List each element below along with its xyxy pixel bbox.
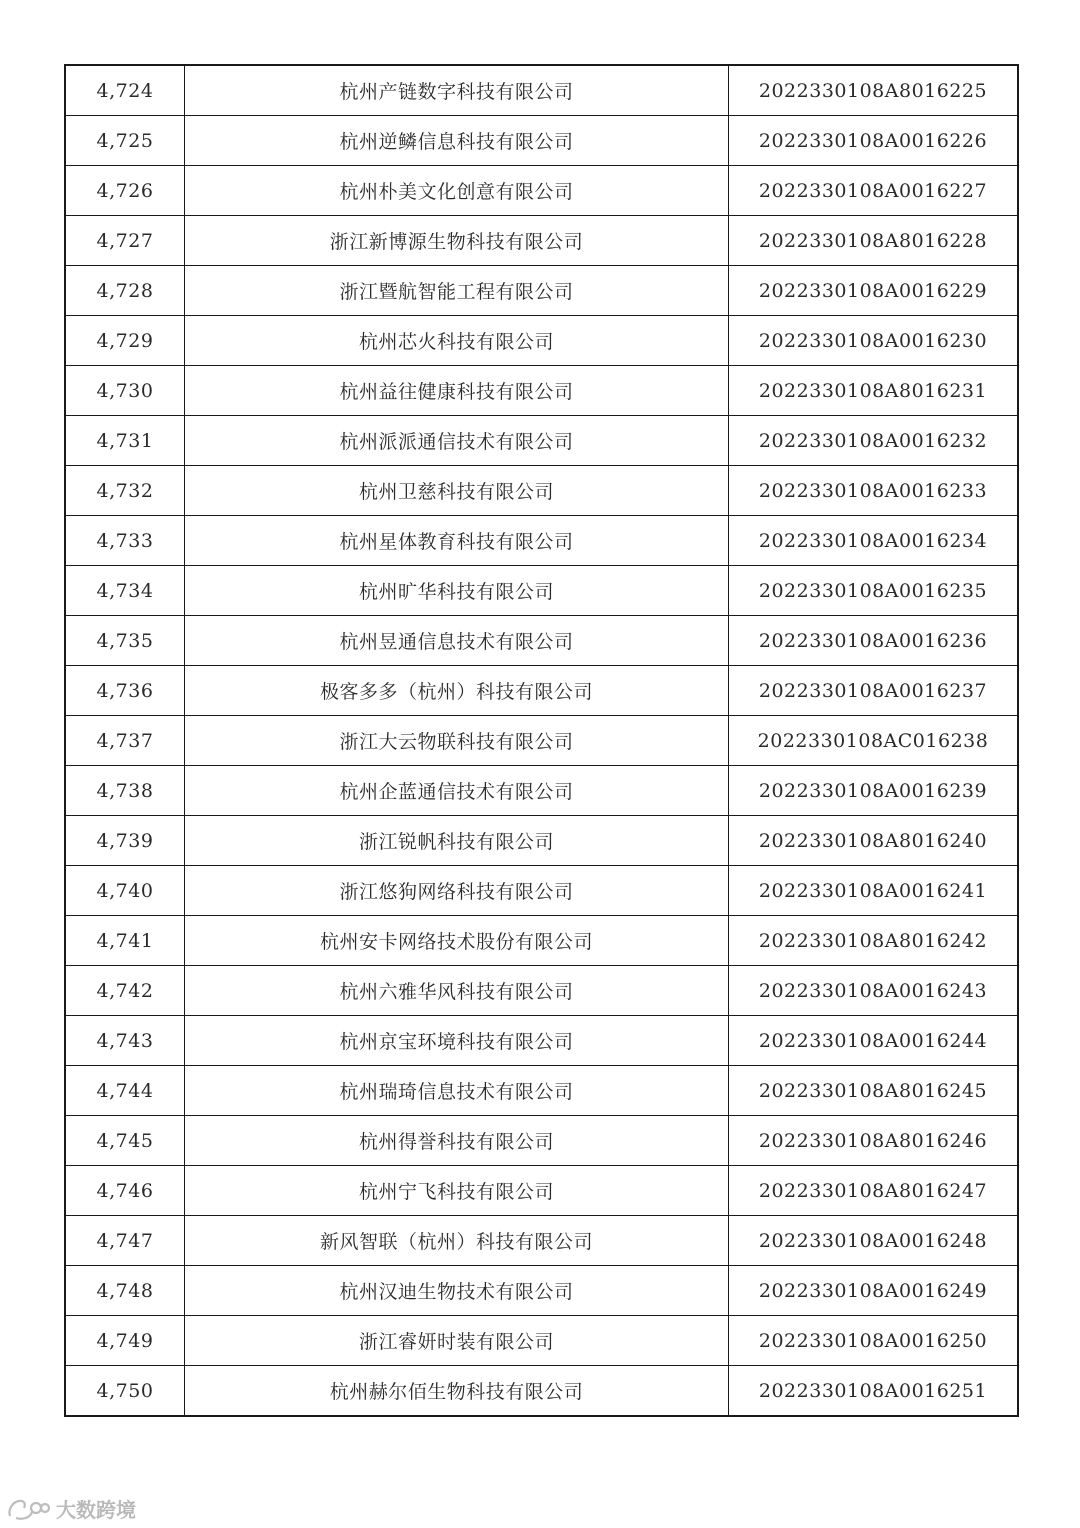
row-number-cell: 4,724 (65, 65, 185, 116)
company-name-cell: 极客多多（杭州）科技有限公司 (185, 666, 729, 716)
company-list-table (64, 64, 1019, 1417)
table-row (65, 1216, 1018, 1266)
registration-code-cell: 2022330108A8016225 (729, 65, 1019, 116)
table-row (65, 766, 1018, 816)
company-name-cell: 杭州得誉科技有限公司 (185, 1116, 729, 1166)
registration-code-cell: 2022330108A0016243 (729, 966, 1019, 1016)
row-number-cell: 4,729 (65, 316, 185, 366)
table-row (65, 666, 1018, 716)
company-name-cell: 杭州赫尔佰生物科技有限公司 (185, 1366, 729, 1417)
table-row (65, 1016, 1018, 1066)
registration-code-cell: 2022330108A8016240 (729, 816, 1019, 866)
company-name-cell: 杭州益往健康科技有限公司 (185, 366, 729, 416)
registration-code-cell: 2022330108A0016233 (729, 466, 1019, 516)
table-row (65, 966, 1018, 1016)
table-row (65, 316, 1018, 366)
registration-code-cell: 2022330108A0016249 (729, 1266, 1019, 1316)
row-number-cell: 4,733 (65, 516, 185, 566)
company-name-cell: 杭州京宝环境科技有限公司 (185, 1016, 729, 1066)
company-name-cell: 杭州汉迪生物技术有限公司 (185, 1266, 729, 1316)
row-number-cell: 4,740 (65, 866, 185, 916)
company-name-cell: 浙江大云物联科技有限公司 (185, 716, 729, 766)
company-name-cell: 杭州安卡网络技术股份有限公司 (185, 916, 729, 966)
row-number-cell: 4,746 (65, 1166, 185, 1216)
row-number-cell: 4,726 (65, 166, 185, 216)
table-row (65, 1116, 1018, 1166)
row-number-cell: 4,745 (65, 1116, 185, 1166)
company-name-cell: 浙江锐帆科技有限公司 (185, 816, 729, 866)
registration-code-cell: 2022330108A0016244 (729, 1016, 1019, 1066)
row-number-cell: 4,731 (65, 416, 185, 466)
table-row (65, 1316, 1018, 1366)
row-number-cell: 4,730 (65, 366, 185, 416)
registration-code-cell: 2022330108A8016247 (729, 1166, 1019, 1216)
row-number-cell: 4,738 (65, 766, 185, 816)
registration-code-cell: 2022330108A0016237 (729, 666, 1019, 716)
table-row (65, 866, 1018, 916)
row-number-cell: 4,742 (65, 966, 185, 1016)
row-number-cell: 4,739 (65, 816, 185, 866)
table-row (65, 266, 1018, 316)
row-number-cell: 4,732 (65, 466, 185, 516)
registration-code-cell: 2022330108A0016248 (729, 1216, 1019, 1266)
row-number-cell: 4,727 (65, 216, 185, 266)
registration-code-cell: 2022330108A0016229 (729, 266, 1019, 316)
registration-code-cell: 2022330108A0016239 (729, 766, 1019, 816)
table-row (65, 416, 1018, 466)
table-row (65, 166, 1018, 216)
row-number-cell: 4,743 (65, 1016, 185, 1066)
table-row (65, 366, 1018, 416)
registration-code-cell: 2022330108A0016232 (729, 416, 1019, 466)
row-number-cell: 4,734 (65, 566, 185, 616)
row-number-cell: 4,737 (65, 716, 185, 766)
registration-code-cell: 2022330108A8016228 (729, 216, 1019, 266)
table-row (65, 716, 1018, 766)
table-row (65, 65, 1018, 116)
table-row (65, 816, 1018, 866)
company-name-cell: 杭州产链数字科技有限公司 (185, 65, 729, 116)
watermark (6, 1494, 136, 1523)
registration-code-cell: 2022330108A0016241 (729, 866, 1019, 916)
company-name-cell: 杭州六雅华风科技有限公司 (185, 966, 729, 1016)
registration-code-cell: 2022330108A8016246 (729, 1116, 1019, 1166)
table-row (65, 1366, 1018, 1417)
registration-code-cell: 2022330108A0016234 (729, 516, 1019, 566)
company-name-cell: 杭州瑞琦信息技术有限公司 (185, 1066, 729, 1116)
company-name-cell: 杭州芯火科技有限公司 (185, 316, 729, 366)
table-row (65, 566, 1018, 616)
registration-code-cell: 2022330108A0016230 (729, 316, 1019, 366)
table-row (65, 916, 1018, 966)
row-number-cell: 4,735 (65, 616, 185, 666)
company-name-cell: 杭州宁飞科技有限公司 (185, 1166, 729, 1216)
table-row (65, 1266, 1018, 1316)
company-name-cell: 杭州星体教育科技有限公司 (185, 516, 729, 566)
company-name-cell: 杭州派派通信技术有限公司 (185, 416, 729, 466)
company-name-cell: 浙江新博源生物科技有限公司 (185, 216, 729, 266)
registration-code-cell: 2022330108A0016227 (729, 166, 1019, 216)
registration-code-cell: 2022330108A8016231 (729, 366, 1019, 416)
registration-code-cell: 2022330108A0016235 (729, 566, 1019, 616)
company-name-cell: 新风智联（杭州）科技有限公司 (185, 1216, 729, 1266)
registration-code-cell: 2022330108A0016250 (729, 1316, 1019, 1366)
row-number-cell: 4,736 (65, 666, 185, 716)
row-number-cell: 4,748 (65, 1266, 185, 1316)
row-number-cell: 4,744 (65, 1066, 185, 1116)
company-name-cell: 杭州朴美文化创意有限公司 (185, 166, 729, 216)
registration-code-cell: 2022330108A0016251 (729, 1366, 1019, 1417)
registration-code-cell: 2022330108A0016236 (729, 616, 1019, 666)
row-number-cell: 4,750 (65, 1366, 185, 1417)
watermark-text: 大数跨境 (56, 1498, 136, 1522)
row-number-cell: 4,747 (65, 1216, 185, 1266)
company-name-cell: 浙江悠狗网络科技有限公司 (185, 866, 729, 916)
table-body (65, 65, 1018, 1416)
table-row (65, 1166, 1018, 1216)
registration-code-cell: 2022330108A8016245 (729, 1066, 1019, 1116)
company-name-cell: 杭州逆鳞信息科技有限公司 (185, 116, 729, 166)
registration-code-cell: 2022330108A0016226 (729, 116, 1019, 166)
company-name-cell: 浙江睿妍时装有限公司 (185, 1316, 729, 1366)
company-name-cell: 杭州卫慈科技有限公司 (185, 466, 729, 516)
registration-code-cell: 2022330108AC016238 (729, 716, 1019, 766)
table-row (65, 616, 1018, 666)
table-row (65, 516, 1018, 566)
row-number-cell: 4,741 (65, 916, 185, 966)
company-name-cell: 浙江暨航智能工程有限公司 (185, 266, 729, 316)
table-row (65, 216, 1018, 266)
company-name-cell: 杭州企蓝通信技术有限公司 (185, 766, 729, 816)
row-number-cell: 4,728 (65, 266, 185, 316)
company-name-cell: 杭州昱通信息技术有限公司 (185, 616, 729, 666)
table-row (65, 1066, 1018, 1116)
table-row (65, 466, 1018, 516)
table-row (65, 116, 1018, 166)
row-number-cell: 4,749 (65, 1316, 185, 1366)
weibo-style-logo-icon (6, 1496, 50, 1522)
registration-code-cell: 2022330108A8016242 (729, 916, 1019, 966)
row-number-cell: 4,725 (65, 116, 185, 166)
company-name-cell: 杭州旷华科技有限公司 (185, 566, 729, 616)
